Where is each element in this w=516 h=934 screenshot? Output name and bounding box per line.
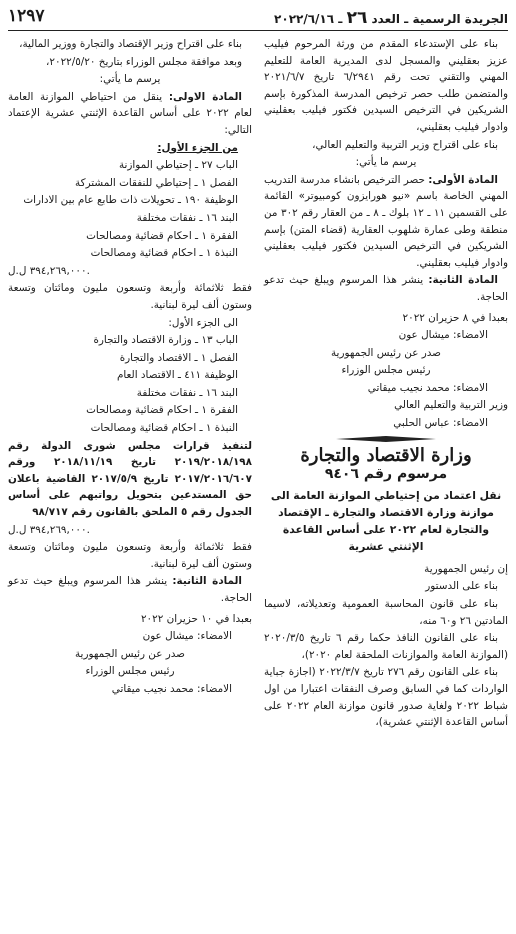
issuer: رئيس مجلس الوزراء	[85, 665, 175, 678]
budget-line: البند ١٦ ـ نفقات مختلفة	[136, 386, 238, 399]
decrees-line: يرسم ما يأتي:	[355, 156, 417, 169]
paragraph: إن رئيس الجمهورية	[424, 562, 508, 575]
header-rule	[8, 30, 508, 31]
budget-line: البند ١٦ ـ نفقات مختلفة	[136, 211, 238, 224]
budget-line: الفقرة ١ ـ احكام قضائية ومصالحات	[86, 404, 238, 417]
date-line: بعبدا في ١٠ حزيران ٢٠٢٢	[140, 612, 252, 625]
left-column	[8, 36, 252, 699]
article-1	[8, 89, 252, 139]
decree-number: مرسوم رقم ٩٤٠٦	[324, 466, 448, 483]
ministry-heading: وزارة الاقتصاد والتجارة	[300, 444, 472, 466]
paragraph: بناء على اقتراح وزير التربية والتعليم العالي،	[312, 138, 498, 151]
article-2	[264, 272, 508, 305]
decrees-line: يرسم ما يأتي:	[99, 73, 161, 86]
section-divider	[264, 436, 508, 442]
paragraph: بناء على قانون المحاسبة العمومية وتعديلاته، لاسيما المادتين ٢٦ و٦٠ منه،	[264, 598, 508, 627]
part-heading: من الجزء الأول:	[157, 141, 238, 154]
article-2	[8, 573, 252, 606]
article-text: ينشر هذا المرسوم ويبلغ حيث تدعو الحاجة.	[264, 274, 508, 303]
part-heading: الى الجزء الأول:	[168, 316, 238, 329]
page-header	[8, 6, 508, 30]
decree-title: نقل اعتماد من إحتياطي الموازنة العامة الى موازنة وزارة الاقتصاد والتجارة ـ الإقتصاد والتجارة لعام ٢٠٢٢ على أساس القاعدة الإثنتي عشرية	[270, 488, 502, 553]
budget-line: الباب ٢٧ ـ إحتياطي الموازنة	[118, 159, 238, 172]
budget-line: الفصل ١ ـ الاقتصاد والتجارة	[119, 351, 238, 364]
budget-line: النبذة ١ ـ احكام قضائية ومصالحات	[90, 422, 238, 435]
budget-line: الوظيفة ١٩٠ ـ تحويلات ذات طابع عام بين الادارات	[23, 194, 238, 207]
issuer: صدر عن رئيس الجمهورية	[74, 647, 185, 660]
issuer: رئيس مجلس الوزراء	[341, 364, 431, 377]
budget-line: الفقرة ١ ـ احكام قضائية ومصالحات	[86, 229, 238, 242]
signature: الامضاء: محمد نجيب ميقاتي	[367, 381, 488, 394]
article-1	[264, 172, 508, 272]
page-number: ١٢٩٧	[8, 6, 45, 26]
issue-number: ٢٦	[346, 8, 368, 28]
signature: الامضاء: عباس الحلبي	[393, 417, 488, 430]
budget-line: الباب ١٣ ـ وزارة الاقتصاد والتجارة	[93, 334, 238, 347]
issuer: صدر عن رئيس الجمهورية	[330, 346, 441, 359]
paragraph: بناء على القانون النافذ حكما رقم ٦ تاريخ ٢٠٢٠/٣/٥ (الموازنة العامة والموازنات الملحقة لعام ٢٠٢٠)،	[264, 632, 508, 661]
gazette-name: الجريدة الرسمية ـ العدد	[371, 12, 508, 26]
article-label: المادة الاولى:	[168, 90, 242, 103]
article-text: ينشر هذا المرسوم ويبلغ حيث تدعو الحاجة.	[8, 575, 252, 604]
gazette-heading	[274, 8, 508, 28]
execution-note: لتنفيذ قرارات مجلس شورى الدولة رقم ٢٠١٩/٢٠١٨/١٩٨ تاريخ ٢٠١٨/١١/١٩ ورقم ٢٠١٧/٢٠١٦/٦٠٧ تاريخ ٢٠١٧/٥/٩ القاضية باعلان حق المستدعين بتحويل رواتبهم على أساس الجدول رقم ٥ الملحق بالقانون رقم ٩٨/٧١٧	[8, 439, 252, 519]
issue-date: ـ ٢٠٢٢/٦/١٦	[274, 12, 343, 26]
signature: الامضاء: ميشال عون	[142, 630, 232, 643]
amount: ٣٩٤,٢٦٩,٠٠٠ ل.ل.	[8, 264, 90, 277]
budget-line: النبذة ١ ـ احكام قضائية ومصالحات	[90, 247, 238, 260]
budget-line: الوظيفة ٤١١ ـ الاقتصاد العام	[116, 369, 238, 382]
paragraph: وبعد موافقة مجلس الوزراء بتاريخ ٢٠٢٢/٥/٢٠،	[46, 55, 242, 68]
amount: ٣٩٤,٢٦٩,٠٠٠ ل.ل.	[8, 523, 90, 536]
article-label: المادة الثانية:	[428, 274, 498, 287]
paragraph: بناء على القانون رقم ٢٧٦ تاريخ ٢٠٢٢/٣/٧ (اجازة جباية الواردات كما في السابق وصرف النفقات اعتبارا من اول شباط ٢٠٢٢ ولغاية صدور قانون موازنة العام ٢٠٢٢ على أساس القاعدة الإثنتي عشرية)،	[264, 666, 508, 729]
amount-in-words: فقط ثلاثمائة وأربعة وتسعون مليون ومائتان وتسعة وستون ألف ليرة لبنانية.	[8, 541, 252, 570]
article-label: المادة الأولى:	[428, 173, 498, 186]
article-text: حصر الترخيص بانشاء مدرسة التدريب المهني الخاصة باسم «نيو هورايزون كومبيوتر» القائمة على القسمين ١١ ـ ١٢ بلوك ـ ٨ ـ من العقار رقم ٣٠٢ من منطقة وطى عمارة شلهوب العقارية (قضاء المتن) بإسم الشريكين في الترخيص السيدين فكتور فيليب بعقليني وادوار فيليب بعقليني.	[264, 173, 508, 269]
budget-line: الفصل ١ ـ إحتياطي للنفقات المشتركة	[75, 176, 238, 189]
amount-in-words: فقط ثلاثمائة وأربعة وتسعون مليون ومائتان وتسعة وستون ألف ليرة لبنانية.	[8, 282, 252, 311]
minister-title: وزير التربية والتعليم العالي	[394, 399, 508, 412]
date-line: بعبدا في ٨ حزيران ٢٠٢٢	[402, 311, 508, 324]
article-label: المادة الثانية:	[172, 575, 242, 588]
paragraph: بناء على الإستدعاء المقدم من ورثة المرحوم فيليب عزيز بعقليني والمسجل لدى المديرية العامة للتعليم المهني والتقني تحت رقم ٦/٢٩٤١ تاريخ ٢٠٢١/٦/٧ والمتضمن طلب حصر ترخيص المدرسة المذكورة بإسم الشريكين في الترخيص السيدين فكتور فيليب بعقليني وادوار فيليب بعقليني،	[264, 38, 508, 133]
signature: الامضاء: محمد نجيب ميقاتي	[111, 682, 232, 695]
paragraph: بناء على اقتراح وزير الإقتصاد والتجارة ووزير المالية،	[19, 38, 242, 50]
signature: الامضاء: ميشال عون	[398, 329, 488, 342]
article-text: ينقل من احتياطي الموازنة العامة لعام ٢٠٢٢ على أساس القاعدة الإثنتي عشرية الإعتماد التالي:	[8, 90, 252, 136]
right-column	[264, 36, 508, 732]
paragraph: بناء على الدستور	[425, 580, 498, 593]
